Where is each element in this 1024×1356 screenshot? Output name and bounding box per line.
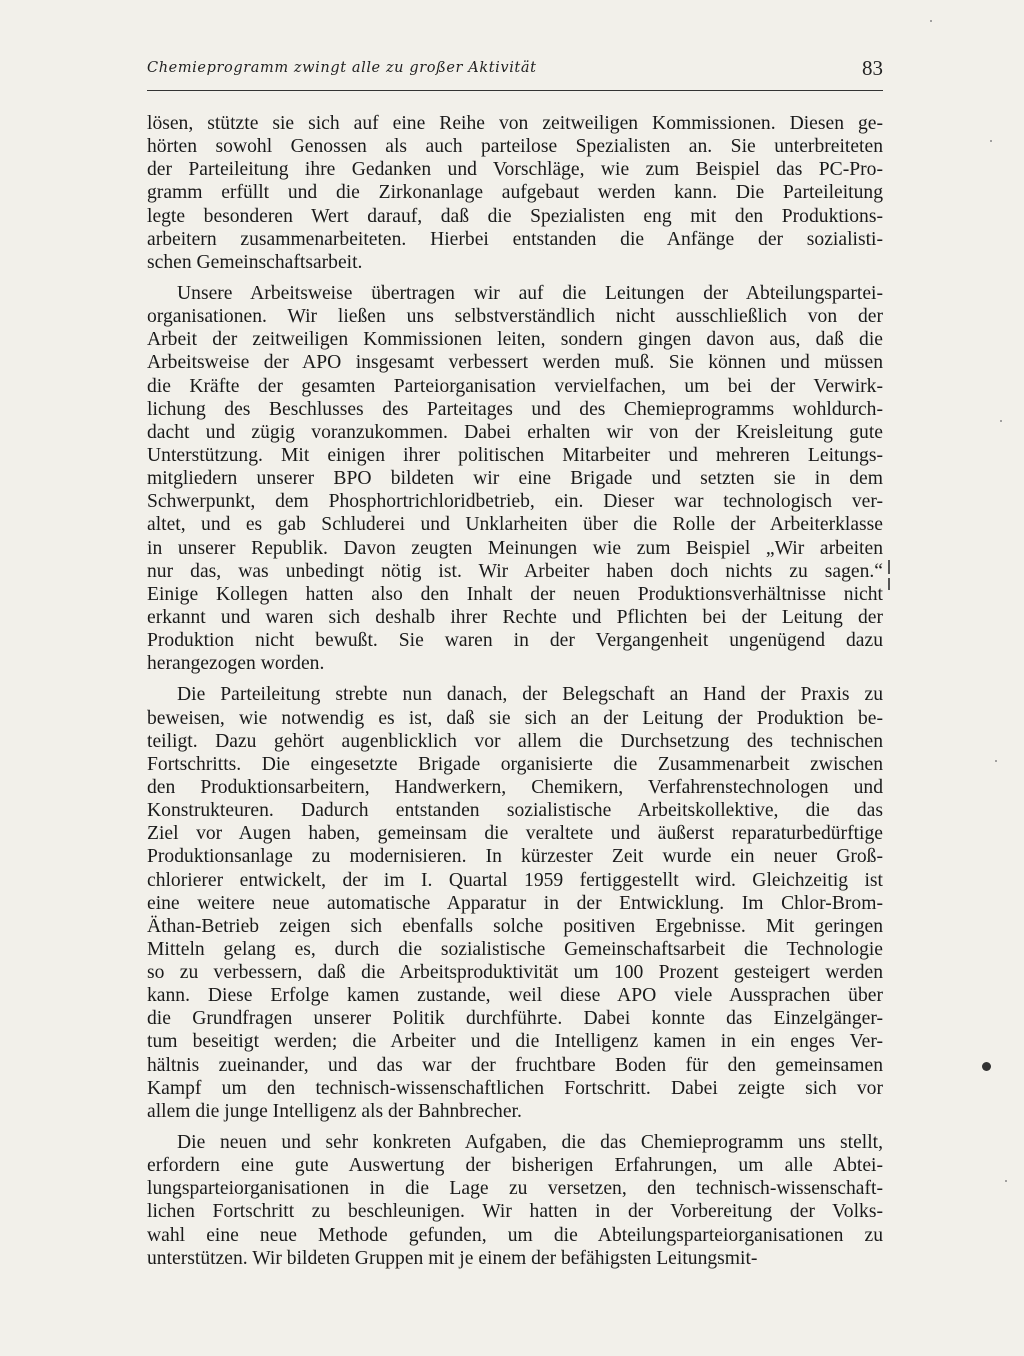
paragraph (147, 112, 883, 274)
text-line: erkannt und waren sich deshalb ihrer Rechte und Pflichten bei der Leitung der (147, 606, 883, 628)
text-line: Unterstützung. Mit einigen ihrer politischen Mitarbeiter und mehreren Leitungs- (147, 444, 883, 466)
text-line: Die Parteileitung strebte nun danach, der Belegschaft an Hand der Praxis zu (177, 684, 883, 706)
header-rule (147, 90, 883, 91)
text-line: Produktion nicht bewußt. Sie waren in der Vergangenheit ungenügend dazu (147, 630, 883, 652)
text-line: Äthan-Betrieb zeigen sich ebenfalls solche positiven Ergebnisse. Mit geringen (147, 915, 883, 937)
text-line: lungsparteiorganisationen in die Lage zu versetzen, den technisch-wissenschaft- (147, 1178, 883, 1200)
text-line: der Parteileitung ihre Gedanken und Vorschläge, wie zum Beispiel das PC-Pro- (147, 159, 883, 181)
text-line: unterstützen. Wir bildeten Gruppen mit je einem der befähigsten Leitungsmit- (147, 1247, 758, 1269)
text-line: hörten sowohl Genossen als auch parteilose Spezialisten an. Sie unterbreiteten (147, 136, 883, 158)
margin-mark (888, 578, 890, 590)
margin-mark (888, 560, 890, 574)
scan-speck (995, 760, 997, 762)
running-header (147, 58, 883, 84)
text-line: Ziel vor Augen haben, gemeinsam die veraltete und äußerst reparaturbedürftige (147, 823, 883, 845)
text-line: tum beseitigt werden; die Arbeiter und die Intelligenz kamen in ein enges Ver- (147, 1031, 883, 1053)
text-line: legte besonderen Wert darauf, daß die Spezialisten eng mit den Produktions- (147, 205, 883, 227)
text-line: Kampf um den technisch-wissenschaftlichen Fortschritt. Dabei zeigte sich vor (147, 1077, 883, 1099)
text-line: Schwerpunkt, dem Phosphortrichloridbetrieb, ein. Dieser war technologisch ver- (147, 491, 883, 513)
text-line: Einige Kollegen hatten also den Inhalt der neuen Produktionsverhältnisse nicht (147, 583, 883, 605)
text-line: eine weitere neue automatische Apparatur in der Entwicklung. Im Chlor-Brom- (147, 892, 883, 914)
text-line: Arbeitsweise der APO insgesamt verbessert werden muß. Sie können und müssen (147, 352, 883, 374)
ink-spot (982, 1062, 991, 1071)
text-line: Fortschritts. Die eingesetzte Brigade organisierte die Zusammenarbeit zwischen (147, 753, 883, 775)
text-line: chlorierer entwickelt, der im I. Quartal 1959 fertiggestellt wird. Gleichzeitig ist (147, 869, 883, 891)
paragraph (147, 1131, 883, 1270)
text-line: beweisen, wie notwendig es ist, daß sie sich an der Leitung der Produktion be- (147, 707, 883, 729)
text-line: Unsere Arbeitsweise übertragen wir auf die Leitungen der Abteilungspartei- (177, 282, 883, 304)
text-line: mitgliedern unserer BPO bildeten wir eine Brigade und setzten sie in dem (147, 468, 883, 490)
text-line: lichen Fortschritt zu beschleunigen. Wir hatten in der Vorbereitung der Volks- (147, 1201, 883, 1223)
text-line: in unserer Republik. Davon zeugten Meinungen wie zum Beispiel „Wir arbeiten (147, 537, 883, 559)
paragraph (147, 683, 883, 1123)
text-line: dacht und zügig voranzukommen. Dabei erhalten wir von der Kreisleitung gute (147, 421, 883, 443)
page-number: 83 (862, 56, 883, 80)
paragraph (147, 282, 883, 675)
text-line: schen Gemeinschaftsarbeit. (147, 251, 363, 273)
text-line: gramm erfüllt und die Zirkonanlage aufgebaut werden kann. Die Parteileitung (147, 182, 883, 204)
running-title: Chemieprogramm zwingt alle zu großer Aktivität (147, 60, 537, 76)
body-text (147, 112, 883, 1278)
text-line: teiligt. Dazu gehört augenblicklich vor allem die Durchsetzung des technischen (147, 730, 883, 752)
text-line: Produktionsanlage zu modernisieren. In kürzester Zeit wurde ein neuer Groß- (147, 846, 883, 868)
scan-speck (930, 20, 932, 22)
text-line: den Produktionsarbeitern, Handwerkern, Chemikern, Verfahrenstechnologen und (147, 776, 883, 798)
text-line: allem die junge Intelligenz als der Bahnbrecher. (147, 1100, 522, 1122)
scan-speck (1005, 1180, 1007, 1182)
scan-speck (1000, 420, 1002, 422)
text-line: die Grundfragen unserer Politik durchführte. Dabei konnte das Einzelgänger- (147, 1008, 883, 1030)
text-line: organisationen. Wir ließen uns selbstverständlich nicht ausschließlich von der (147, 306, 883, 328)
text-line: die Kräfte der gesamten Parteiorganisation vervielfachen, um bei der Verwirk- (147, 375, 883, 397)
text-line: arbeitern zusammenarbeiteten. Hierbei entstanden die Anfänge der sozialisti- (147, 228, 883, 250)
text-line: herangezogen worden. (147, 653, 325, 675)
text-line: hältnis zueinander, und das war der fruchtbare Boden für den gemeinsamen (147, 1054, 883, 1076)
text-line: altet, und es gab Schluderei und Unklarheiten über die Rolle der Arbeiterklasse (147, 514, 883, 536)
text-line: lösen, stützte sie sich auf eine Reihe von zeitweiligen Kommissionen. Diesen ge- (147, 113, 883, 134)
text-line: lichung des Beschlusses des Parteitages und des Chemieprogramms wohldurch- (147, 398, 883, 420)
text-line: so zu verbessern, daß die Arbeitsproduktivität um 100 Prozent gesteigert werden (147, 962, 883, 984)
text-line: nur das, was unbedingt nötig ist. Wir Arbeiter haben doch nichts zu sagen.“ (147, 560, 883, 582)
text-line: Die neuen und sehr konkreten Aufgaben, die das Chemieprogramm uns stellt, (177, 1132, 883, 1154)
scan-speck (990, 140, 992, 142)
text-line: Konstrukteuren. Dadurch entstanden sozialistische Arbeitskollektive, die das (147, 800, 883, 822)
text-line: erfordern eine gute Auswertung der bisherigen Erfahrungen, um alle Abtei- (147, 1155, 883, 1177)
text-line: kann. Diese Erfolge kamen zustande, weil diese APO viele Aussprachen über (147, 985, 883, 1007)
text-line: wahl eine neue Methode gefunden, um die Abteilungsparteiorganisationen zu (147, 1224, 883, 1246)
text-line: Arbeit der zeitweiligen Kommissionen leiten, sondern gingen davon aus, daß die (147, 329, 883, 351)
text-line: Mitteln gelang es, durch die sozialistische Gemeinschaftsarbeit die Technologie (147, 938, 883, 960)
